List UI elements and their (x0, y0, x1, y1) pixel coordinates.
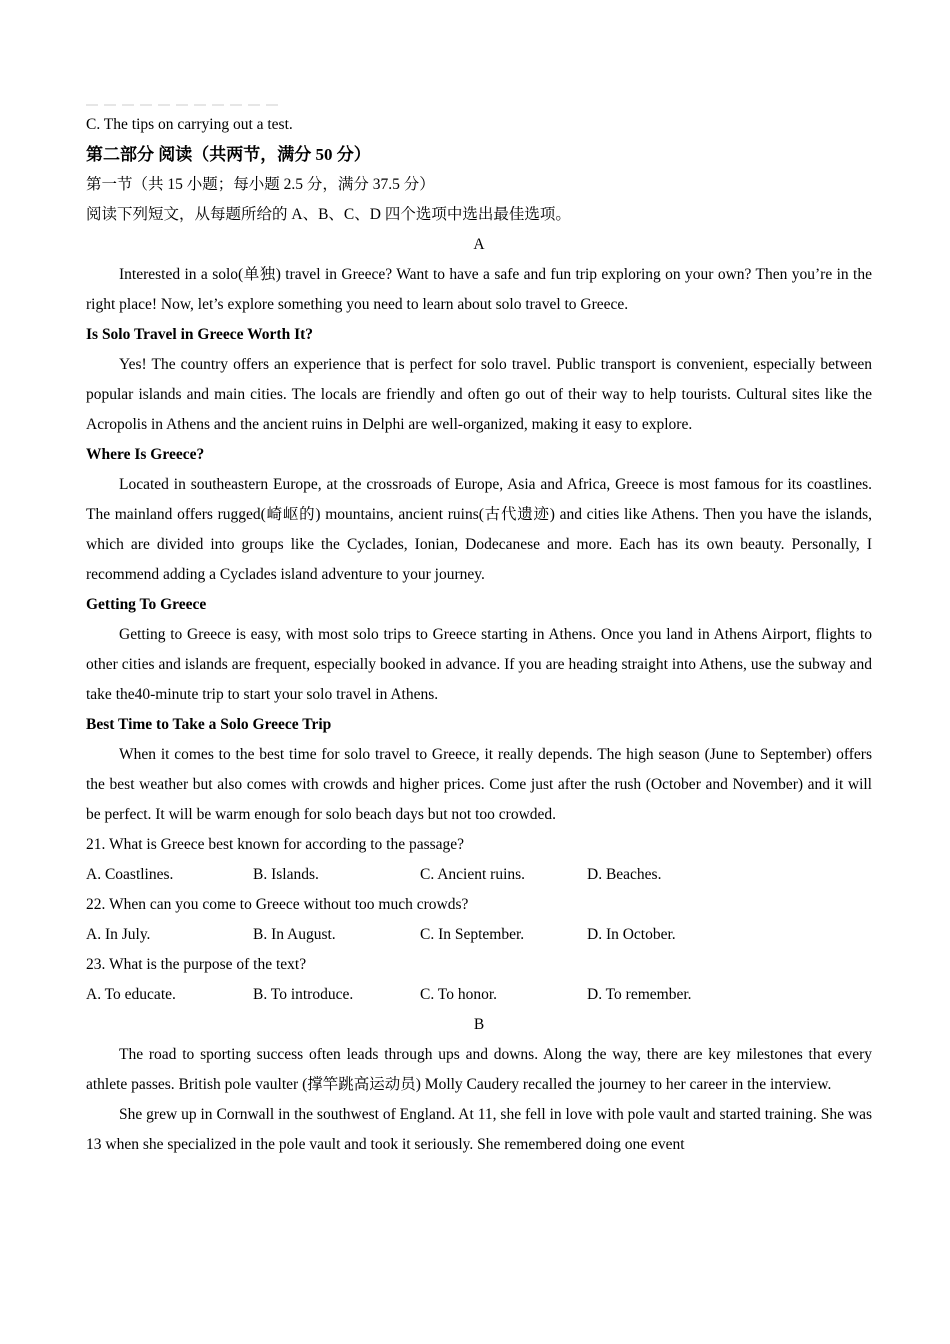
section-info: 第一节（共 15 小题；每小题 2.5 分，满分 37.5 分） (86, 176, 435, 193)
section-heading: Is Solo Travel in Greece Worth It? (86, 326, 314, 343)
section-heading: Best Time to Take a Solo Greece Trip (86, 716, 332, 733)
question-stem: 22. When can you come to Greece without too much crowds? (86, 896, 469, 913)
instruction: 阅读下列短文，从每题所给的 A、B、C、D 四个选项中选出最佳选项。 (86, 206, 571, 223)
option-d: D. To remember. (587, 986, 692, 1003)
passage-a-intro: Interested in a solo(单独) travel in Greece? Want to have a safe and fun trip exploring on your own? Then you’re in the right place! Now, let’s explore something you need to learn about solo travel to Greece. (86, 266, 872, 313)
passage-a-letter: A (473, 236, 485, 253)
part-title: 第二部分 阅读（共两节，满分 50 分） (86, 145, 371, 164)
passage-b-paragraph: She grew up in Cornwall in the southwest of England. At 11, she fell in love with pole vault and started training. She was 13 when she specialized in the pole vault and took it seriously. She remembered doing one event (86, 1106, 872, 1153)
section-body: When it comes to the best time for solo travel to Greece, it really depends. The high season (June to September) offers the best weather but also comes with crowds and higher prices. Come just after the rush (October and November) and it will be perfect. It will be warm enough for solo beach days but not too crowded. (86, 746, 872, 823)
option-a: A. In July. (86, 926, 151, 943)
option-a: A. Coastlines. (86, 866, 174, 883)
previous-option-fragment: C. The tips on carrying out a test. (86, 116, 293, 133)
exam-page (86, 110, 872, 1160)
option-c: C. In September. (420, 926, 525, 943)
option-d: D. In October. (587, 926, 676, 943)
option-b: B. To introduce. (253, 986, 354, 1003)
question-stem: 23. What is the purpose of the text? (86, 956, 307, 973)
option-c: C. Ancient ruins. (420, 866, 526, 883)
option-d: D. Beaches. (587, 866, 662, 883)
section-body: Getting to Greece is easy, with most solo trips to Greece starting in Athens. Once you land in Athens Airport, flights to other cities and islands are frequent, especially booked in advance. If you are heading straight into Athens, use the subway and take the40-minute trip to start your solo travel in Athens. (86, 626, 872, 703)
question-options (86, 980, 872, 1010)
passage-b-letter: B (473, 1016, 485, 1033)
question-options (86, 860, 872, 890)
section-body: Located in southeastern Europe, at the crossroads of Europe, Asia and Africa, Greece is most famous for its coastlines. The mainland offers rugged(崎岖的) mountains, ancient ruins(古代遗迹) and cities like Athens. Then you have the islands, which are divided into groups like the Cyclades, Ionian, Dodecanese and more. Each has its own beauty. Personally, I recommend adding a Cyclades island adventure to your journey. (86, 476, 872, 583)
section-body: Yes! The country offers an experience that is perfect for solo travel. Public transport is convenient, especially between popular islands and main cities. The locals are friendly and often go out of their way to help tourists. Cultural sites like the Acropolis in Athens and the ancient ruins in Delphi are well-organized, making it easy to explore. (86, 356, 872, 433)
section-heading: Getting To Greece (86, 596, 207, 613)
question-stem: 21. What is Greece best known for according to the passage? (86, 836, 465, 853)
option-c: C. To honor. (420, 986, 498, 1003)
question-options (86, 920, 872, 950)
option-b: B. In August. (253, 926, 336, 943)
option-b: B. Islands. (253, 866, 319, 883)
option-a: A. To educate. (86, 986, 176, 1003)
scan-artifact-line (86, 104, 282, 106)
section-heading: Where Is Greece? (86, 446, 205, 463)
passage-b-paragraph: The road to sporting success often leads through ups and downs. Along the way, there are key milestones that every athlete passes. British pole vaulter (撑竿跳高运动员) Molly Caudery recalled the journey to her career in the interview. (86, 1046, 872, 1093)
